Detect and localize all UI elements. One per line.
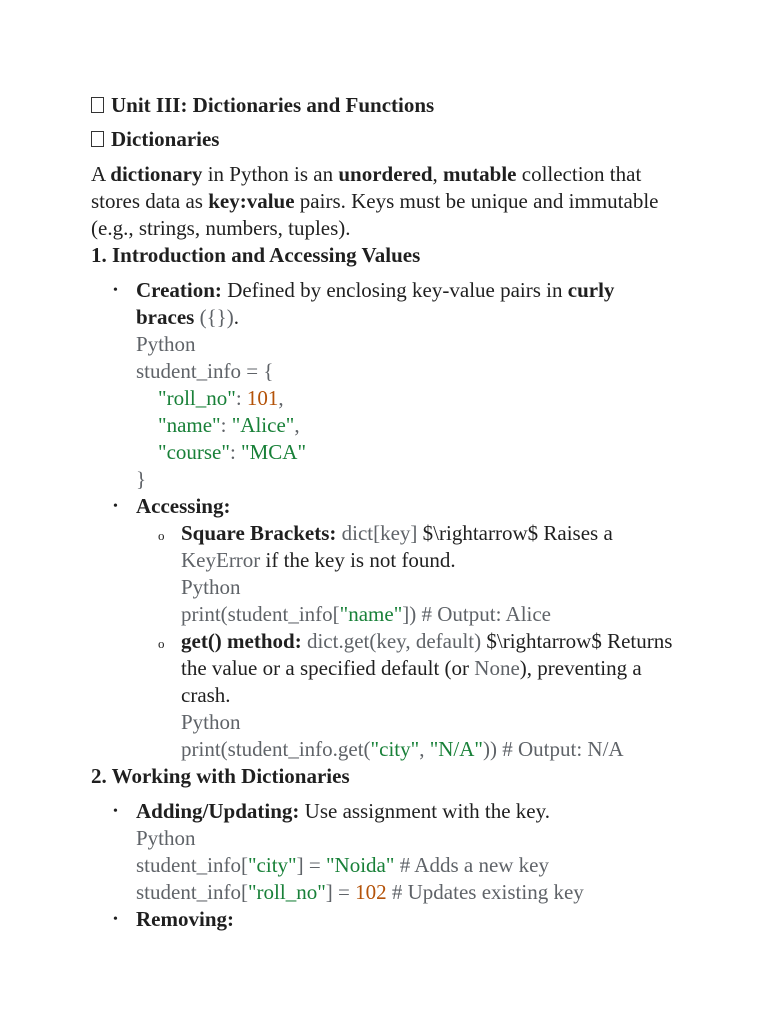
section-heading-2: 2. Working with Dictionaries xyxy=(91,764,350,788)
list-item-accessing: • Accessing: o Square Brackets: dict[key] $\rightarrow$ Raises a KeyError if the key is not found. Python print(student_info["name"]) # Output: Alice o get() method: dict.get(key, default) $\rightarrow$ Returns the value or a specified default (or None), preventing a crash. Python print(student_info.get("city", "N/A")) # Output: N/A xyxy=(136,493,677,763)
list-item-removing: • Removing: xyxy=(136,906,677,933)
section-title-dictionaries: Dictionaries xyxy=(91,126,677,153)
section2-list xyxy=(91,798,677,933)
code-line-update: student_info["roll_no"] = 102 # Updates existing key xyxy=(136,880,584,904)
sublist-item-square-brackets: o Square Brackets: dict[key] $\rightarrow$ Raises a KeyError if the key is not found. Python print(student_info["name"]) # Output: Alice xyxy=(181,520,677,628)
code-line-add: student_info["city"] = "Noida" # Adds a new key xyxy=(136,853,549,877)
list-item-adding-updating: • Adding/Updating: Use assignment with the key. Python student_info["city"] = "Noida" # Adds a new key student_info["roll_no"] = 102 # Updates existing key xyxy=(136,798,677,906)
section1-list xyxy=(91,277,677,763)
list-item-creation: • Creation: Defined by enclosing key-value pairs in curly braces ({}). Python student_info = { "roll_no": 101, "name": "Alice", "course": "MCA" } xyxy=(136,277,677,493)
missing-glyph-icon xyxy=(91,97,104,113)
intro-paragraph: A dictionary in Python is an unordered, mutable collection that stores data as key:value pairs. Keys must be unique and immutable (e.g., strings, numbers, tuples). xyxy=(91,162,659,240)
code-lang-label: Python xyxy=(136,332,196,356)
code-lang-label: Python xyxy=(181,575,241,599)
code-lang-label: Python xyxy=(181,710,241,734)
code-line-square: print(student_info["name"]) # Output: Alice xyxy=(181,602,552,626)
missing-glyph-icon xyxy=(91,131,104,147)
accessing-sublist xyxy=(136,520,677,763)
code-lang-label: Python xyxy=(136,826,196,850)
unit-title: Unit III: Dictionaries and Functions xyxy=(91,92,677,119)
code-line-get: print(student_info.get("city", "N/A")) # Output: N/A xyxy=(181,737,624,761)
sublist-item-get-method: o get() method: dict.get(key, default) $\rightarrow$ Returns the value or a specified default (or None), preventing a crash. Python print(student_info.get("city", "N/A")) # Output: N/A xyxy=(181,628,677,763)
code-block-creation: student_info = { "roll_no": 101, "name": "Alice", "course": "MCA" } xyxy=(136,359,307,491)
section-heading-1: 1. Introduction and Accessing Values xyxy=(91,243,421,267)
